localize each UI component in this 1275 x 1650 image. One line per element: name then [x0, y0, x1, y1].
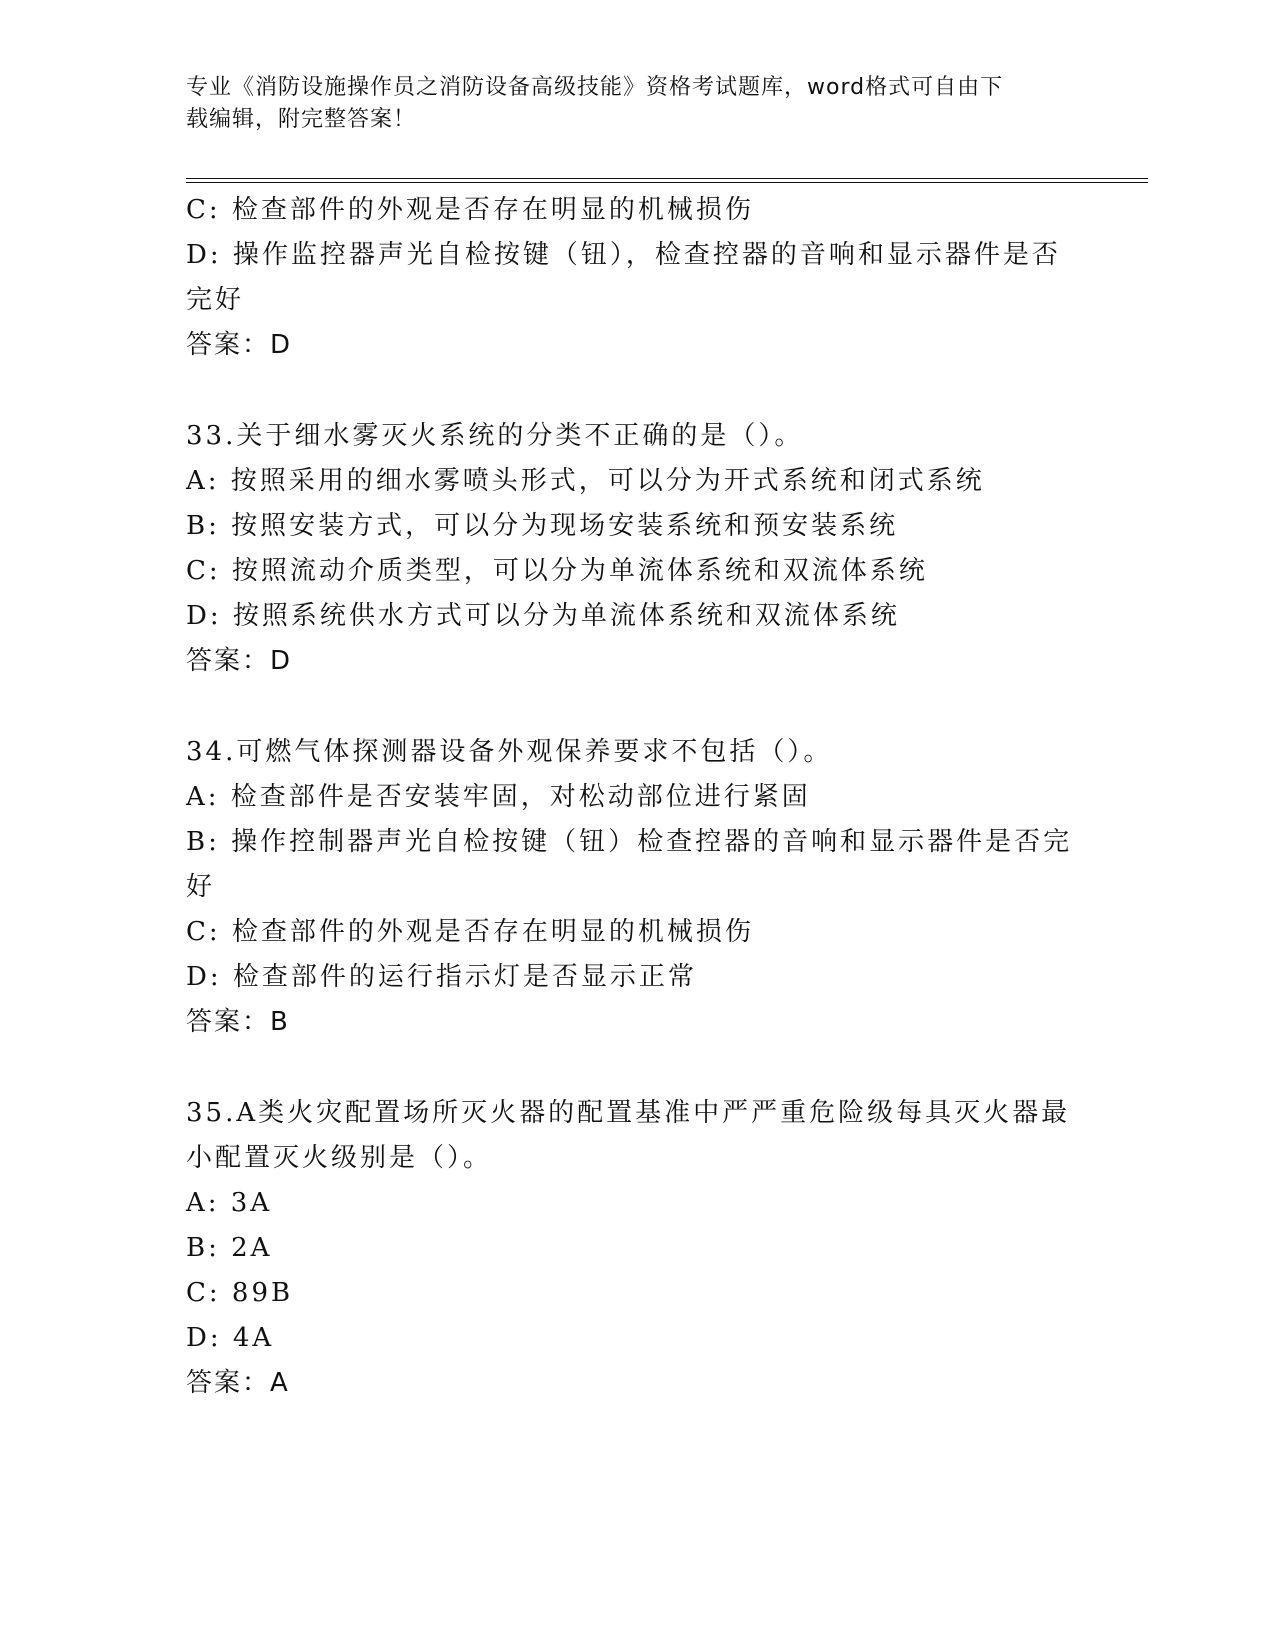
- option-a: A: 按照采用的细水雾喷头形式，可以分为开式系统和闭式系统: [186, 466, 985, 496]
- question-text: 33.关于细水雾灭火系统的分类不正确的是（）。: [186, 421, 804, 451]
- answer: 答案：B: [186, 1007, 290, 1037]
- header-divider-bottom: [186, 182, 1148, 183]
- question-text: 35.A类火灾配置场所灭火器的配置基准中严严重危险级每具灭火器最: [186, 1098, 1071, 1128]
- option-d: D: 检查部件的运行指示灯是否显示正常: [186, 962, 697, 992]
- spacer: [186, 368, 1086, 414]
- question-35: [186, 1091, 1086, 1406]
- option-c: C: 按照流动介质类型，可以分为单流体系统和双流体系统: [186, 556, 928, 586]
- option-c: C: 89B: [186, 1278, 294, 1308]
- question-33: [186, 414, 1086, 684]
- question-text-continued: 小配置灭火级别是（）。: [186, 1143, 493, 1173]
- question-34: [186, 730, 1086, 1045]
- header-line-2: 载编辑，附完整答案！: [186, 107, 417, 132]
- option-a: A: 检查部件是否安装牢固，对松动部位进行紧固: [186, 782, 811, 812]
- answer: 答案：A: [186, 1368, 290, 1398]
- option-b: B: 2A: [186, 1233, 273, 1263]
- option-c: C: 检查部件的外观是否存在明显的机械损伤: [186, 917, 754, 947]
- option-d: D: 4A: [186, 1323, 275, 1353]
- spacer: [186, 684, 1086, 730]
- option-b-continued: 好: [186, 872, 216, 902]
- option-a: A: 3A: [186, 1188, 273, 1218]
- question-text: 34.可燃气体探测器设备外观保养要求不包括（）。: [186, 737, 833, 767]
- question-list: [186, 188, 1086, 1406]
- document-header: [186, 72, 1086, 136]
- header-line-1: 专业《消防设施操作员之消防设备高级技能》资格考试题库，word格式可自由下: [186, 75, 1004, 100]
- option-d: D: 按照系统供水方式可以分为单流体系统和双流体系统: [186, 601, 900, 631]
- answer: 答案：D: [186, 646, 293, 676]
- option-d-continued: 完好: [186, 285, 245, 315]
- option-d: D: 操作监控器声光自检按键（钮），检查控器的音响和显示器件是否: [186, 240, 1061, 270]
- option-c: C: 检查部件的外观是否存在明显的机械损伤: [186, 195, 754, 225]
- option-b: B: 操作控制器声光自检按键（钮）检查控器的音响和显示器件是否完: [186, 827, 1073, 857]
- answer: 答案：D: [186, 330, 293, 360]
- option-b: B: 按照安装方式，可以分为现场安装系统和预安装系统: [186, 511, 899, 541]
- question-32-tail: [186, 188, 1086, 368]
- header-divider-top: [186, 178, 1148, 179]
- spacer: [186, 1045, 1086, 1091]
